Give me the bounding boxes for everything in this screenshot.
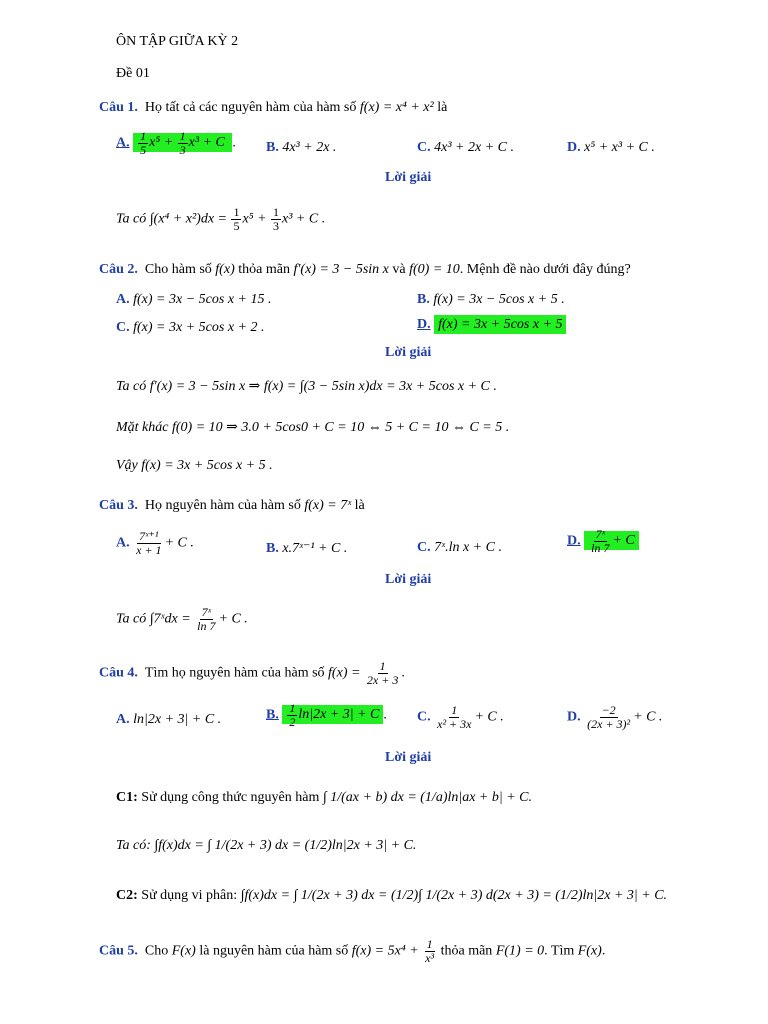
q4-c2-label: C2:: [116, 888, 138, 903]
q1-option-b-text: 4x³ + 2x .: [282, 140, 337, 155]
question-2-label: Câu 2.: [99, 262, 138, 277]
question-1-tail: là: [437, 100, 448, 115]
question-3-text: Họ nguyên hàm của hàm số: [144, 498, 301, 513]
q1-option-a-part: x⁵ +: [149, 135, 177, 151]
q2-option-b-text: f(x) = 3x − 5cos x + 5 .: [433, 292, 565, 307]
q4-solution-c1-result: Ta có: ∫f(x)dx = ∫ 1/(2x + 3) dx = (1/2)ln|2x + 3| + C.: [116, 838, 417, 853]
question-4-function: f(x) =: [328, 665, 361, 681]
q3-solution-end: + C .: [218, 611, 248, 627]
exam-title: ÔN TẬP GIỮA KỲ 2: [116, 34, 239, 49]
q1-option-d[interactable]: [567, 140, 655, 156]
fraction: [134, 530, 163, 556]
q2-option-c-label: C.: [116, 320, 130, 335]
q4-option-d[interactable]: [567, 704, 662, 730]
question-5-text-5: .: [601, 943, 606, 959]
question-2-text-4: . Mệnh đề nào dưới đây đúng?: [459, 262, 631, 277]
q3-option-d-label: D.: [567, 533, 581, 549]
q4-option-b-denominator: 2: [289, 714, 296, 729]
q4-option-c[interactable]: [417, 704, 504, 730]
q1-option-b-label: B.: [266, 140, 279, 155]
q1-solution-end: x³ + C .: [282, 211, 326, 227]
q3-option-a-end: + C .: [164, 535, 194, 551]
fraction: $\frac{1}{3}$: [273, 205, 280, 233]
fraction: [365, 660, 400, 686]
q2-solution-line-3: Vậy f(x) = 3x + 5cos x + 5 .: [116, 458, 273, 473]
q4-solution-heading: Lời giải: [385, 750, 432, 765]
q3-solution-heading: Lời giải: [385, 572, 432, 587]
q2-option-a[interactable]: [116, 292, 271, 308]
q1-option-c-label: C.: [417, 140, 431, 155]
q4-c1-text: Sử dụng công thức nguyên hàm: [141, 790, 320, 805]
q4-option-d-label: D.: [567, 709, 581, 725]
question-2-text-3: và: [392, 262, 406, 277]
question-2: [99, 262, 631, 278]
q3-option-a-label: A.: [116, 535, 130, 551]
question-5-text-1: Cho: [144, 943, 169, 959]
q3-option-c[interactable]: [417, 540, 502, 556]
q4-function-denominator: 2x + 3: [366, 672, 399, 687]
fraction: [435, 704, 473, 730]
q4-solution-c1: [116, 790, 532, 806]
question-3: [99, 498, 365, 514]
q3-option-c-label: C.: [417, 540, 431, 555]
q4-option-c-label: C.: [417, 709, 431, 725]
question-5-text-3: thỏa mãn: [440, 943, 493, 959]
fraction: $\frac{1}{5}$: [140, 129, 147, 157]
q4-c1-label: C1:: [116, 790, 138, 805]
q3-option-c-text: 7ˣ.ln x + C .: [434, 540, 502, 555]
q3-solution-pre: Ta có ∫7ˣdx =: [116, 611, 191, 627]
fraction: [423, 938, 436, 964]
question-2-condition-2: f(0) = 10: [409, 262, 460, 277]
q4-option-c-denominator: x² + 3x: [437, 716, 472, 731]
question-3-function: f(x) = 7ˣ: [304, 498, 352, 513]
q5-function-numerator: 1: [426, 937, 433, 951]
q3-option-b-text: x.7ˣ⁻¹ + C .: [282, 541, 348, 556]
q1-option-a-end: x³ + C: [188, 135, 225, 151]
q4-option-b[interactable]: B. $\frac{1}{2}$ ln|2x + 3| + C .: [266, 701, 387, 729]
q3-option-d-answer: [584, 527, 639, 555]
question-5-Fx: F(x): [171, 943, 196, 959]
q2-option-b[interactable]: [417, 292, 565, 308]
q4-c2-formula: ∫f(x)dx = ∫ 1/(2x + 3) dx = (1/2)∫ 1/(2x + 3) d(2x + 3) = (1/2)ln|2x + 3| + C.: [240, 888, 668, 903]
q3-option-d-numerator: 7ˣ: [595, 527, 605, 541]
q4-option-a-label: A.: [116, 712, 130, 727]
question-4-text: Tìm họ nguyên hàm của hàm số: [144, 665, 325, 681]
q1-option-c[interactable]: [417, 140, 514, 156]
question-1-label: Câu 1.: [99, 100, 138, 115]
q2-option-d-label: D.: [417, 317, 431, 332]
question-3-label: Câu 3.: [99, 498, 138, 513]
q4-option-b-numerator: 1: [289, 701, 296, 715]
q4-option-c-numerator: 1: [451, 703, 458, 717]
question-1-text: Họ tất cả các nguyên hàm của hàm số: [144, 100, 357, 115]
q1-option-b[interactable]: [266, 140, 336, 156]
exam-code: Đề 01: [116, 66, 150, 81]
q2-option-c-text: f(x) = 3x + 5cos x + 2 .: [133, 320, 265, 335]
q4-option-a[interactable]: [116, 712, 221, 728]
q4-c2-text: Sử dụng vi phân:: [141, 888, 238, 903]
q2-option-d[interactable]: [417, 317, 566, 333]
q1-solution-pre: Ta có ∫(x⁴ + x²)dx =: [116, 211, 227, 227]
question-4-label: Câu 4.: [99, 665, 138, 681]
q3-option-a-numerator: 7ˣ⁺¹: [139, 529, 159, 543]
q1-option-c-text: 4x³ + 2x + C .: [434, 140, 514, 155]
question-5-Fx-2: F(x): [577, 943, 602, 959]
q3-solution-numerator: 7ˣ: [201, 605, 212, 619]
q1-option-a-answer: [133, 129, 232, 157]
q4-option-b-end: ln|2x + 3| + C: [298, 707, 380, 723]
fraction: [195, 606, 217, 632]
q3-solution-denominator: ln 7: [197, 618, 216, 633]
q1-option-a[interactable]: A. $\frac{1}{5}$ x⁵ + $\frac{1}{3}$ x³ + C .: [116, 129, 236, 157]
q2-option-b-label: B.: [417, 292, 430, 307]
q1-solution-mid: x⁵ +: [242, 211, 267, 227]
fraction: [287, 702, 297, 728]
question-2-text-1: Cho hàm số: [144, 262, 212, 277]
q4-solution-c2: [116, 888, 667, 904]
q3-solution: [116, 606, 248, 632]
q4-option-c-end: + C .: [474, 709, 504, 725]
q2-option-a-label: A.: [116, 292, 130, 307]
fraction: [589, 528, 611, 554]
q3-option-d-denominator: ln 7: [591, 540, 610, 555]
fraction: $\frac{1}{5}$: [233, 205, 240, 233]
question-1: [99, 100, 447, 116]
question-5-condition: F(1) = 0: [495, 943, 545, 959]
q2-solution-heading: Lời giải: [385, 345, 432, 360]
q4-option-d-denominator: (2x + 3)²: [587, 716, 631, 731]
question-5-label: Câu 5.: [99, 943, 138, 959]
fraction: $\frac{1}{3}$: [179, 129, 186, 157]
q4-option-b-label: B.: [266, 707, 279, 723]
q3-option-a-denominator: x + 1: [136, 542, 162, 557]
q4-option-d-numerator: −2: [601, 703, 616, 717]
q4-option-a-text: ln|2x + 3| + C .: [133, 712, 222, 727]
question-5-text-4: . Tìm: [544, 943, 575, 959]
q3-option-b-label: B.: [266, 541, 279, 556]
question-3-tail: là: [354, 498, 365, 513]
q3-option-a[interactable]: [116, 530, 194, 556]
q3-option-d[interactable]: [567, 528, 639, 554]
q3-option-b[interactable]: [266, 540, 347, 557]
q1-option-d-text: x⁵ + x³ + C .: [584, 140, 655, 155]
q1-solution: [116, 206, 325, 232]
q1-option-a-label: A.: [116, 135, 130, 151]
question-1-function: f(x) = x⁴ + x²: [359, 100, 434, 115]
question-5: [99, 938, 605, 964]
q2-option-c[interactable]: [116, 320, 264, 336]
question-2-text-2: thỏa mãn: [238, 262, 290, 277]
question-4: Câu 4. Tìm họ nguyên hàm của hàm số f(x) = $\frac{1}{2x + 3}$ .: [99, 659, 405, 687]
q3-option-d-end: + C: [612, 533, 635, 549]
q1-option-d-label: D.: [567, 140, 581, 155]
q4-c1-formula: ∫ 1/(ax + b) dx = (1/a)ln|ax + b| + C.: [322, 790, 533, 805]
q1-solution-heading: Lời giải: [385, 170, 432, 185]
q4-option-d-end: + C .: [633, 709, 663, 725]
q4-function-numerator: 1: [379, 659, 386, 673]
q2-option-d-answer: f(x) = 3x + 5cos x + 5: [434, 315, 566, 334]
question-5-text-2: là nguyên hàm của hàm số: [199, 943, 349, 959]
fraction: [585, 704, 632, 730]
question-2-condition-1: f′(x) = 3 − 5sin x: [293, 262, 389, 277]
q2-solution-line-1: Ta có f′(x) = 3 − 5sin x ⇒ f(x) = ∫(3 − 5sin x)dx = 3x + 5cos x + C .: [116, 379, 497, 394]
question-5-function: f(x) = 5x⁴ +: [351, 943, 419, 959]
question-2-fx: f(x): [215, 262, 235, 277]
q4-option-b-answer: [282, 701, 383, 729]
q2-option-a-text: f(x) = 3x − 5cos x + 15 .: [133, 292, 272, 307]
q2-solution-line-2: Mặt khác f(0) = 10 ⇒ 3.0 + 5cos0 + C = 10 ⇔ 5 + C = 10 ⇔ C = 5 .: [116, 420, 510, 435]
q5-function-denominator: x³: [425, 950, 435, 965]
